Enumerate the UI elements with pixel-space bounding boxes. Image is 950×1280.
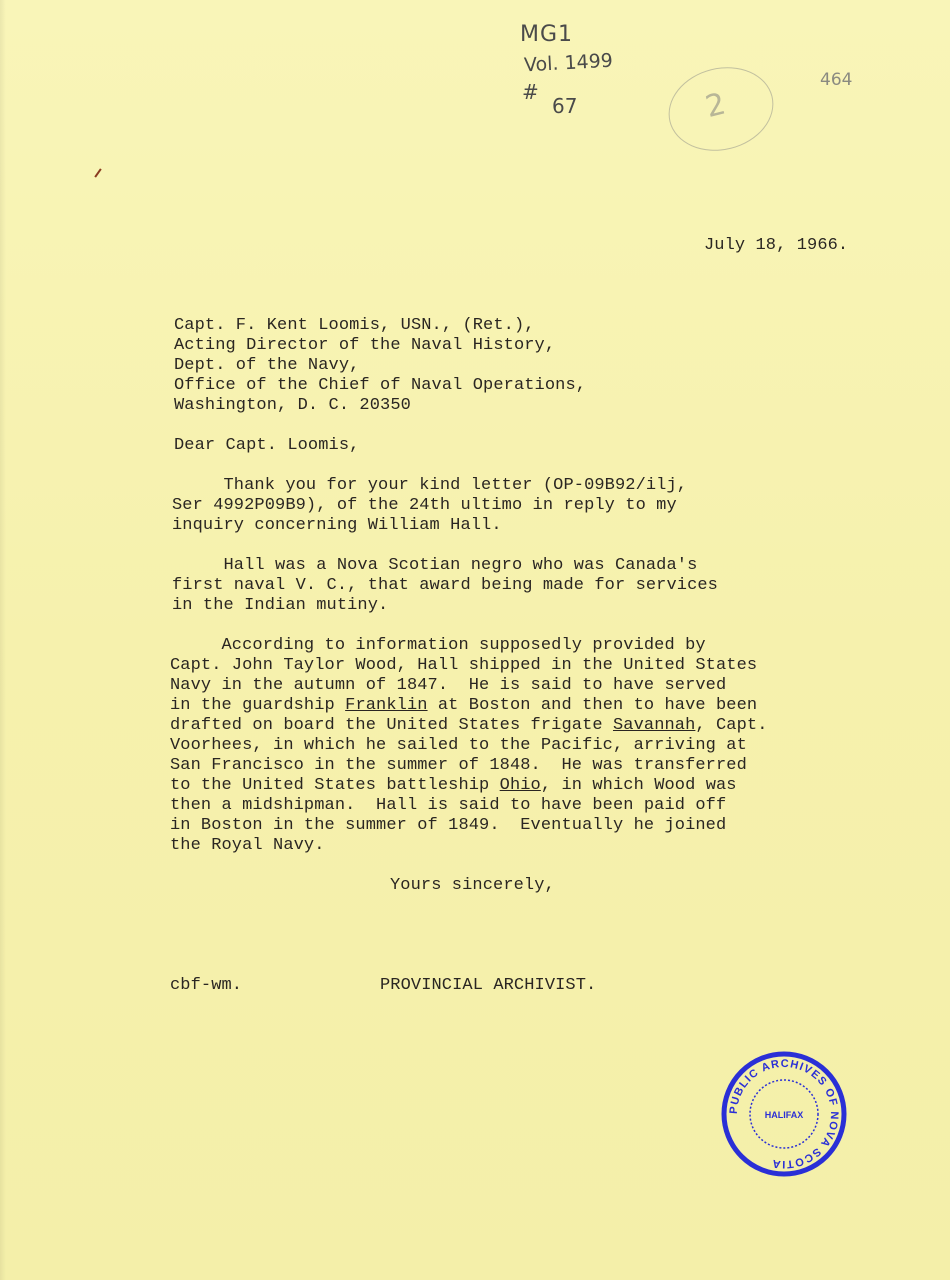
paragraph-2-line: first naval V. C., that award being made for services [172,576,718,595]
address-line: Office of the Chief of Naval Operations, [174,376,587,395]
paragraph-3-line: Capt. John Taylor Wood, Hall shipped in the United States [170,656,758,675]
annotation-volume: Vol. 1499 [523,49,614,77]
paragraph-2-line: in the Indian mutiny. [172,596,389,615]
address-line: Acting Director of the Naval History, [174,336,556,355]
paragraph-3-line [170,696,757,716]
text-segment: , Capt. [695,716,768,735]
annotation-strike-mark: # [522,80,539,104]
salutation: Dear Capt. Loomis, [174,436,360,455]
ship-name-savannah: Savannah [612,716,696,735]
paragraph-1-line: Ser 4992P09B9), of the 24th ultimo in reply to my [172,496,677,515]
text-segment: drafted on board the United States frigate [170,716,613,735]
annotation-page-number: 464 [820,70,853,90]
circled-number: 2 [702,86,730,126]
stamp-graphic [718,1048,850,1180]
paragraph-2-line: Hall was a Nova Scotian negro who was Canada's [172,556,698,575]
paragraph-3-line [170,716,768,736]
ship-name-ohio: Ohio [499,776,541,795]
text-segment: at Boston and then to have been [427,696,758,715]
text-segment: in the guardship [170,696,346,715]
ship-name-franklin: Franklin [345,696,428,715]
signature-title: PROVINCIAL ARCHIVIST. [380,976,597,995]
stamp-center-text: HALIFAX [764,1110,804,1120]
circled-number-mark [660,56,783,161]
paragraph-1-line: inquiry concerning William Hall. [172,516,502,535]
closing: Yours sincerely, [390,876,555,895]
paragraph-3-line: San Francisco in the summer of 1848. He was transferred [170,756,747,775]
paragraph-3-line: the Royal Navy. [170,836,325,855]
paragraph-3-line: According to information supposedly provided by [170,636,706,655]
paragraph-3-line: Navy in the autumn of 1847. He is said to have served [170,676,727,695]
margin-tick-mark [94,168,101,177]
stamp-ring-text: PUBLIC ARCHIVES OF NOVA SCOTIA [727,1057,841,1171]
archives-stamp [718,1048,850,1180]
annotation-item-number: 67 [552,94,578,118]
letter-date: July 18, 1966. [704,236,849,255]
paragraph-1-line: Thank you for your kind letter (OP-09B92/ilj, [172,476,688,495]
text-segment: to the United States battleship [170,776,500,795]
paragraph-3-line [170,776,737,796]
paragraph-3-line: Voorhees, in which he sailed to the Pacific, arriving at [170,736,747,755]
paragraph-3-line: then a midshipman. Hall is said to have been paid off [170,796,727,815]
paragraph-3-line: in Boston in the summer of 1849. Eventually he joined [170,816,727,835]
annotation-collection: MG1 [520,22,574,47]
address-line: Washington, D. C. 20350 [174,396,411,415]
address-line: Dept. of the Navy, [174,356,360,375]
typist-initials: cbf-wm. [170,976,243,995]
address-line: Capt. F. Kent Loomis, USN., (Ret.), [174,316,535,335]
text-segment: , in which Wood was [540,776,737,795]
